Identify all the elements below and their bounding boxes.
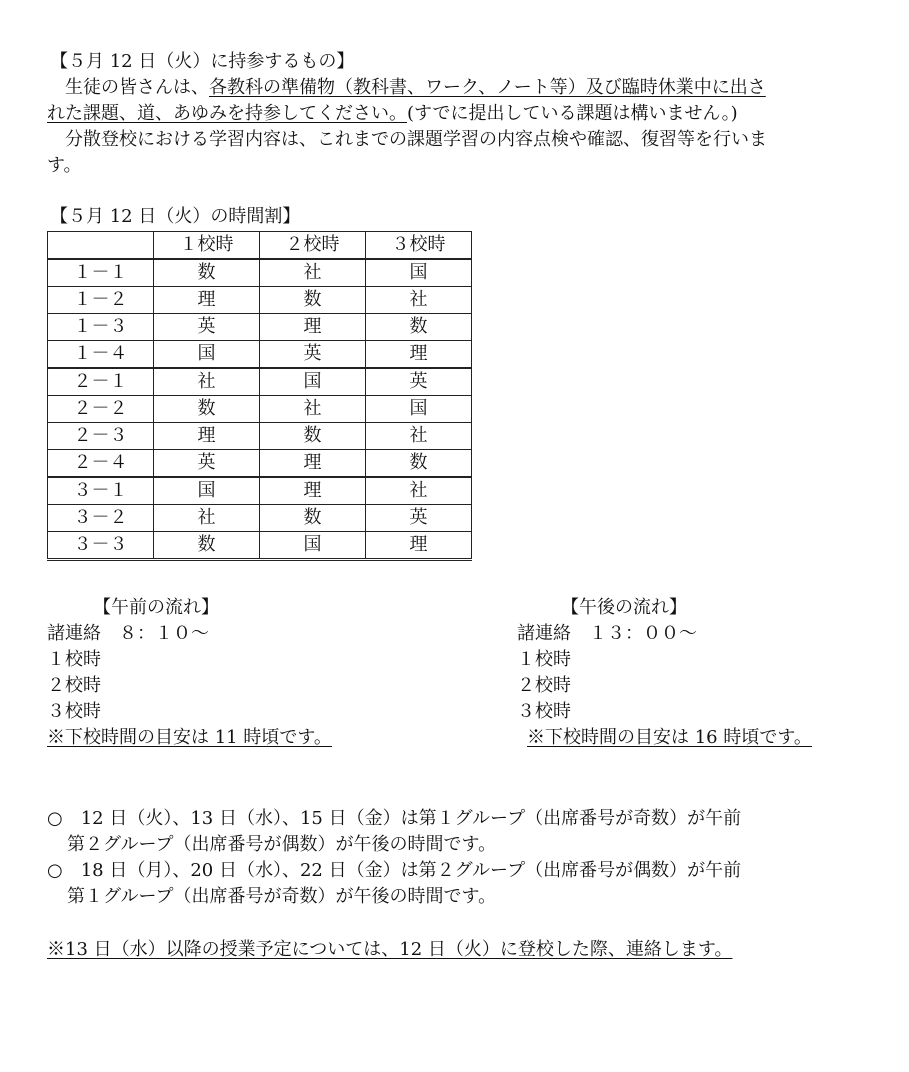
class-cell: ３－２ (48, 505, 154, 532)
period-2-cell: 理 (260, 314, 366, 341)
timetable-row (48, 287, 472, 314)
timetable-header-class (48, 232, 154, 260)
timetable-row (48, 450, 472, 478)
bring-lead-text: 生徒の皆さんは、 (47, 77, 209, 98)
bring-paragraph-line-2 (47, 102, 738, 126)
class-cell: １－１ (48, 259, 154, 287)
period-2-cell: 社 (260, 259, 366, 287)
period-1-cell: 社 (154, 505, 260, 532)
period-3-cell: 理 (366, 341, 472, 369)
class-cell: ３－１ (48, 477, 154, 505)
morning-period-2: ２校時 (47, 675, 101, 696)
period-3-cell: 英 (366, 368, 472, 396)
period-3-cell: 理 (366, 532, 472, 560)
timetable-row (48, 314, 472, 341)
period-1-cell: 理 (154, 287, 260, 314)
timetable-row (48, 505, 472, 532)
bring-tail-text: (すでに提出している課題は構いません。) (407, 103, 738, 124)
morning-period-1: １校時 (47, 649, 101, 670)
bring-paragraph-line-1 (47, 76, 766, 100)
timetable-heading: 【５月 12 日（火）の時間割】 (50, 206, 301, 227)
afternoon-contact: 諸連絡 １３：００～ (517, 623, 697, 644)
period-2-cell: 国 (260, 368, 366, 396)
footer-note: ※13 日（水）以降の授業予定については、12 日（火）に登校した際、連絡します。 (47, 939, 733, 960)
period-3-cell: 社 (366, 477, 472, 505)
period-1-cell: 数 (154, 259, 260, 287)
period-2-cell: 理 (260, 450, 366, 478)
period-1-cell: 国 (154, 341, 260, 369)
timetable (47, 231, 472, 561)
timetable-row (48, 423, 472, 450)
period-3-cell: 数 (366, 314, 472, 341)
group-schedule-1-line-1: ○ 12 日（火）、13 日（水）、15 日（金）は第１グループ（出席番号が奇数）が午前 (47, 808, 742, 829)
period-2-cell: 国 (260, 532, 366, 560)
period-3-cell: 数 (366, 450, 472, 478)
bring-heading: 【５月 12 日（火）に持参するもの】 (50, 51, 355, 72)
period-3-cell: 社 (366, 287, 472, 314)
afternoon-period-1: １校時 (517, 649, 571, 670)
timetable-row (48, 532, 472, 560)
period-3-cell: 社 (366, 423, 472, 450)
bring-underlined-text-1: 各教科の準備物（教科書、ワーク、ノート等）及び臨時休業中に出さ (209, 77, 766, 98)
period-3-cell: 国 (366, 396, 472, 423)
class-cell: ２－３ (48, 423, 154, 450)
period-1-cell: 国 (154, 477, 260, 505)
afternoon-period-3: ３校時 (517, 701, 571, 722)
period-2-cell: 理 (260, 477, 366, 505)
group-schedule-2-line-1: ○ 18 日（月）、20 日（水）、22 日（金）は第２グループ（出席番号が偶数）が午前 (47, 860, 742, 881)
class-cell: ２－１ (48, 368, 154, 396)
class-cell: ２－４ (48, 450, 154, 478)
timetable-body (48, 232, 472, 560)
period-1-cell: 理 (154, 423, 260, 450)
class-cell: １－２ (48, 287, 154, 314)
study-content-line-1: 分散登校における学習内容は、これまでの課題学習の内容点検や確認、復習等を行いま (47, 129, 767, 150)
period-1-cell: 英 (154, 314, 260, 341)
period-2-cell: 数 (260, 423, 366, 450)
group-schedule-2-line-2: 第１グループ（出席番号が奇数）が午後の時間です。 (67, 886, 497, 907)
timetable-header-row (48, 232, 472, 260)
period-1-cell: 数 (154, 532, 260, 560)
morning-heading: 【午前の流れ】 (93, 597, 219, 618)
timetable-row (48, 259, 472, 287)
group-schedule-1-line-2: 第２グループ（出席番号が偶数）が午後の時間です。 (67, 834, 497, 855)
timetable-header-period-1: １校時 (154, 232, 260, 260)
class-cell: １－４ (48, 341, 154, 369)
class-cell: ２－２ (48, 396, 154, 423)
period-3-cell: 英 (366, 505, 472, 532)
timetable-header-period-3: ３校時 (366, 232, 472, 260)
period-2-cell: 社 (260, 396, 366, 423)
class-cell: ３－３ (48, 532, 154, 560)
period-1-cell: 英 (154, 450, 260, 478)
timetable-row (48, 368, 472, 396)
period-1-cell: 数 (154, 396, 260, 423)
bring-underlined-text-2: れた課題、道、あゆみを持参してください。 (47, 103, 407, 124)
period-2-cell: 数 (260, 505, 366, 532)
period-2-cell: 英 (260, 341, 366, 369)
afternoon-dismissal-note: ※下校時間の目安は 16 時頃です。 (527, 727, 812, 748)
timetable-row (48, 341, 472, 369)
timetable-row (48, 396, 472, 423)
period-2-cell: 数 (260, 287, 366, 314)
morning-contact: 諸連絡 ８：１０～ (47, 623, 209, 644)
afternoon-heading: 【午後の流れ】 (561, 597, 687, 618)
class-cell: １－３ (48, 314, 154, 341)
afternoon-period-2: ２校時 (517, 675, 571, 696)
morning-period-3: ３校時 (47, 701, 101, 722)
period-1-cell: 社 (154, 368, 260, 396)
study-content-line-2: す。 (47, 155, 82, 176)
timetable-header-period-2: ２校時 (260, 232, 366, 260)
morning-dismissal-note: ※下校時間の目安は 11 時頃です。 (47, 727, 332, 748)
period-3-cell: 国 (366, 259, 472, 287)
timetable-row (48, 477, 472, 505)
